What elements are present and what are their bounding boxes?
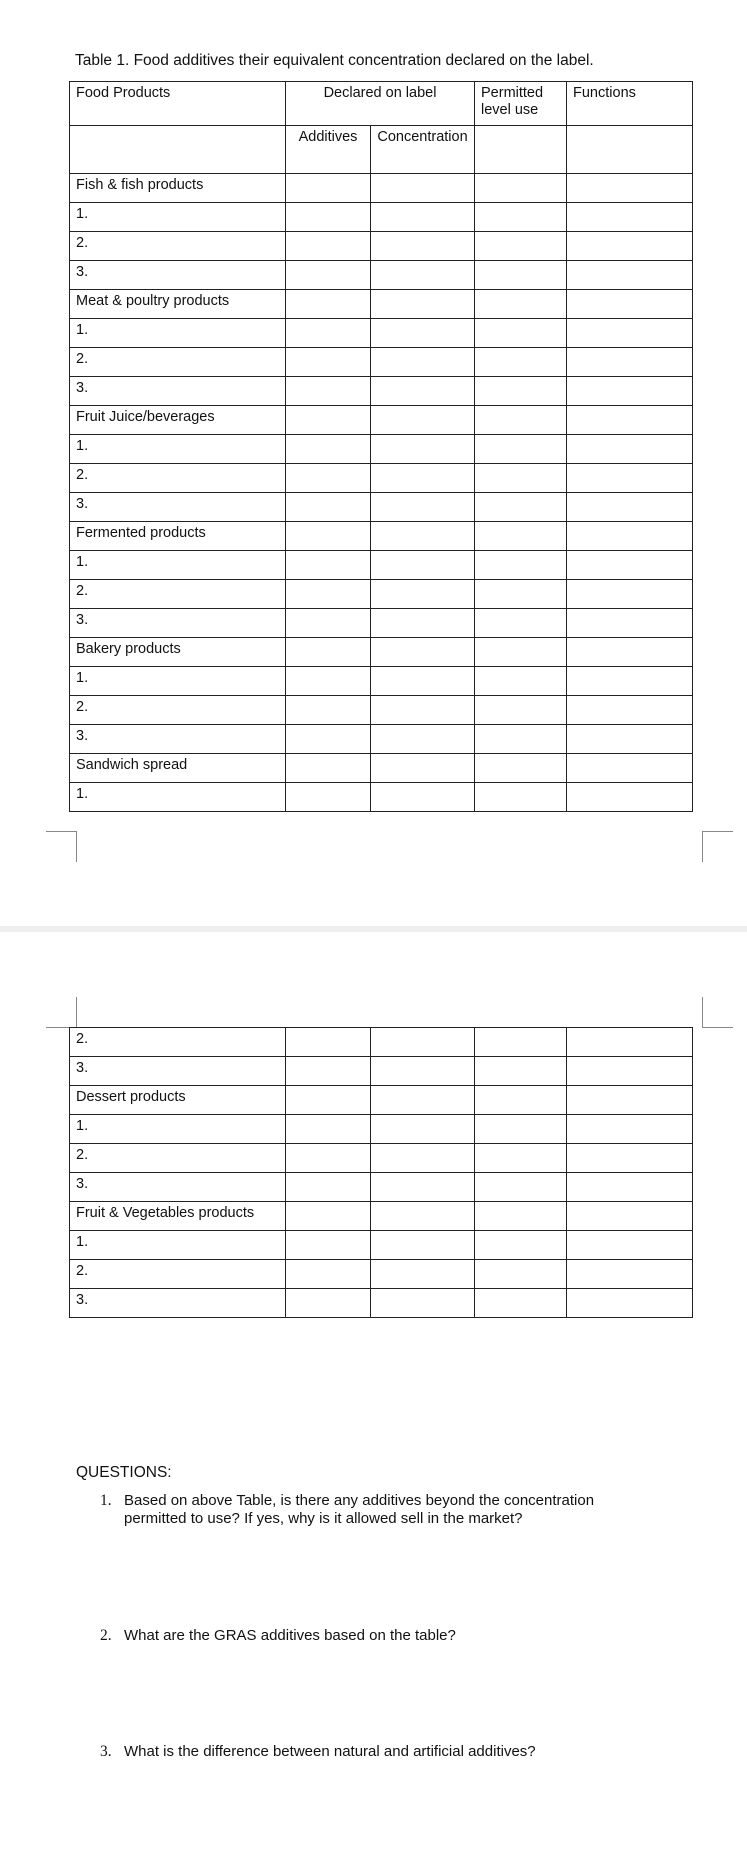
table-row [70, 522, 693, 551]
row-label-cell: 1. [70, 1231, 286, 1260]
row-label-cell: 1. [70, 319, 286, 348]
empty-cell [286, 406, 371, 435]
row-label-cell: 1. [70, 203, 286, 232]
empty-cell [371, 203, 475, 232]
table-row [70, 1202, 693, 1231]
table-row [70, 1289, 693, 1318]
empty-cell [475, 1057, 567, 1086]
empty-cell [475, 319, 567, 348]
empty-cell [286, 1173, 371, 1202]
table-row [70, 493, 693, 522]
row-label-cell: 1. [70, 667, 286, 696]
empty-cell [475, 1173, 567, 1202]
question-2 [100, 1627, 660, 1645]
empty-cell [371, 1173, 475, 1202]
empty-cell [567, 1289, 693, 1318]
table-row [70, 609, 693, 638]
empty-cell [371, 1057, 475, 1086]
empty-cell [567, 174, 693, 203]
empty-cell [371, 319, 475, 348]
empty-cell [286, 1231, 371, 1260]
empty-cell [567, 551, 693, 580]
table-row [70, 464, 693, 493]
empty-cell [475, 638, 567, 667]
empty-cell [567, 493, 693, 522]
empty-cell [371, 1289, 475, 1318]
table-row [70, 638, 693, 667]
table-row [70, 1086, 693, 1115]
header-declared-on-label: Declared on label [286, 82, 475, 126]
empty-cell [567, 319, 693, 348]
table-row [70, 377, 693, 406]
table-row [70, 1144, 693, 1173]
empty-cell [286, 638, 371, 667]
empty-cell [475, 290, 567, 319]
empty-cell [475, 493, 567, 522]
empty-cell [567, 1260, 693, 1289]
question-text: What is the difference between natural and artificial additives? [124, 1743, 536, 1760]
empty-cell [567, 1086, 693, 1115]
empty-cell [371, 1028, 475, 1057]
question-number: 1. [100, 1492, 112, 1509]
question-number: 3. [100, 1743, 112, 1760]
empty-cell [371, 522, 475, 551]
table-row [70, 580, 693, 609]
table-row [70, 232, 693, 261]
row-label-cell: 3. [70, 377, 286, 406]
empty-cell [567, 522, 693, 551]
row-label-cell: 1. [70, 1115, 286, 1144]
header-functions: Functions [567, 82, 693, 126]
empty-cell [475, 174, 567, 203]
empty-cell [286, 1115, 371, 1144]
empty-cell [567, 232, 693, 261]
empty-cell [475, 1144, 567, 1173]
empty-cell [475, 754, 567, 783]
empty-cell [475, 232, 567, 261]
empty-cell [475, 1260, 567, 1289]
empty-cell [286, 667, 371, 696]
empty-cell [567, 1057, 693, 1086]
empty-cell [567, 290, 693, 319]
empty-cell [567, 696, 693, 725]
empty-cell [286, 464, 371, 493]
empty-cell [567, 435, 693, 464]
empty-cell [371, 1202, 475, 1231]
row-label-cell: 1. [70, 783, 286, 812]
empty-cell [286, 522, 371, 551]
table-subheader-row [70, 126, 693, 174]
empty-cell [475, 1231, 567, 1260]
table-row [70, 667, 693, 696]
empty-cell [371, 290, 475, 319]
empty-cell [286, 1144, 371, 1173]
empty-cell [475, 696, 567, 725]
empty-cell [567, 1144, 693, 1173]
table-header-row [70, 82, 693, 126]
row-label-cell: Fruit & Vegetables products [70, 1202, 286, 1231]
question-text-line-2: permitted to use? If yes, why is it allowed sell in the market? [124, 1510, 523, 1527]
table-row [70, 696, 693, 725]
empty-cell [371, 232, 475, 261]
empty-cell [567, 609, 693, 638]
row-label-cell: 2. [70, 464, 286, 493]
empty-cell [475, 435, 567, 464]
empty-cell [567, 1028, 693, 1057]
empty-cell [567, 638, 693, 667]
empty-cell [286, 319, 371, 348]
table-row [70, 290, 693, 319]
table-row [70, 406, 693, 435]
empty-cell [475, 377, 567, 406]
empty-cell [286, 551, 371, 580]
table-row [70, 725, 693, 754]
header-additives: Additives [286, 126, 371, 174]
row-label-cell: Meat & poultry products [70, 290, 286, 319]
empty-cell [286, 1086, 371, 1115]
empty-cell [475, 1115, 567, 1144]
empty-cell [475, 580, 567, 609]
empty-cell [567, 406, 693, 435]
empty-cell [567, 1115, 693, 1144]
empty-cell [371, 377, 475, 406]
row-label-cell: 2. [70, 348, 286, 377]
table-row [70, 1028, 693, 1057]
crop-mark-top-right [702, 997, 733, 1028]
empty-cell [371, 1115, 475, 1144]
table-row [70, 261, 693, 290]
empty-cell [475, 522, 567, 551]
row-label-cell: 3. [70, 725, 286, 754]
subheader-empty-cell [567, 126, 693, 174]
empty-cell [475, 464, 567, 493]
row-label-cell: 3. [70, 1289, 286, 1318]
empty-cell [286, 1028, 371, 1057]
empty-cell [371, 1144, 475, 1173]
question-number: 2. [100, 1627, 112, 1644]
empty-cell [567, 1173, 693, 1202]
empty-cell [286, 580, 371, 609]
empty-cell [567, 667, 693, 696]
row-label-cell: 2. [70, 1144, 286, 1173]
row-label-cell: 3. [70, 1057, 286, 1086]
empty-cell [371, 1231, 475, 1260]
crop-mark-top-left [46, 997, 77, 1028]
empty-cell [286, 348, 371, 377]
empty-cell [286, 261, 371, 290]
food-additives-table [69, 81, 693, 812]
empty-cell [286, 174, 371, 203]
empty-cell [286, 696, 371, 725]
empty-cell [286, 609, 371, 638]
empty-cell [371, 435, 475, 464]
empty-cell [286, 377, 371, 406]
empty-cell [475, 667, 567, 696]
empty-cell [475, 1202, 567, 1231]
empty-cell [286, 232, 371, 261]
table-row [70, 1231, 693, 1260]
empty-cell [371, 464, 475, 493]
empty-cell [475, 551, 567, 580]
subheader-empty-cell [70, 126, 286, 174]
row-label-cell: 3. [70, 1173, 286, 1202]
table-row [70, 783, 693, 812]
table-row [70, 551, 693, 580]
empty-cell [286, 754, 371, 783]
empty-cell [371, 667, 475, 696]
document-page-1 [0, 0, 747, 926]
empty-cell [286, 1289, 371, 1318]
table-row [70, 1173, 693, 1202]
empty-cell [371, 1086, 475, 1115]
question-3 [100, 1743, 660, 1761]
question-text: What are the GRAS additives based on the table? [124, 1627, 456, 1644]
empty-cell [371, 609, 475, 638]
empty-cell [567, 348, 693, 377]
question-1 [100, 1492, 660, 1528]
crop-mark-bottom-left [46, 831, 77, 862]
table-row [70, 348, 693, 377]
subheader-empty-cell [475, 126, 567, 174]
empty-cell [371, 348, 475, 377]
table-row [70, 435, 693, 464]
empty-cell [475, 348, 567, 377]
empty-cell [475, 261, 567, 290]
empty-cell [567, 464, 693, 493]
empty-cell [475, 203, 567, 232]
row-label-cell: 3. [70, 261, 286, 290]
table-row [70, 174, 693, 203]
row-label-cell: 2. [70, 580, 286, 609]
row-label-cell: 2. [70, 1260, 286, 1289]
empty-cell [475, 609, 567, 638]
empty-cell [286, 290, 371, 319]
table-caption: Table 1. Food additives their equivalent concentration declared on the label. [75, 52, 594, 69]
empty-cell [286, 493, 371, 522]
empty-cell [371, 638, 475, 667]
table-row [70, 1057, 693, 1086]
row-label-cell: 1. [70, 551, 286, 580]
empty-cell [567, 1231, 693, 1260]
row-label-cell: 3. [70, 493, 286, 522]
questions-heading: QUESTIONS: [76, 1464, 172, 1481]
empty-cell [475, 1028, 567, 1057]
header-concentration: Concentration [371, 126, 475, 174]
empty-cell [371, 696, 475, 725]
table-row [70, 1115, 693, 1144]
row-label-cell: 3. [70, 609, 286, 638]
empty-cell [567, 377, 693, 406]
empty-cell [286, 435, 371, 464]
food-additives-table-continued [69, 1027, 693, 1318]
empty-cell [286, 1057, 371, 1086]
crop-mark-bottom-right [702, 831, 733, 862]
empty-cell [371, 406, 475, 435]
row-label-cell: Fish & fish products [70, 174, 286, 203]
empty-cell [567, 261, 693, 290]
table-row [70, 203, 693, 232]
row-label-cell: 2. [70, 696, 286, 725]
empty-cell [567, 1202, 693, 1231]
empty-cell [371, 551, 475, 580]
empty-cell [567, 203, 693, 232]
empty-cell [475, 406, 567, 435]
empty-cell [475, 1086, 567, 1115]
row-label-cell: 2. [70, 232, 286, 261]
row-label-cell: Fruit Juice/beverages [70, 406, 286, 435]
table-row [70, 319, 693, 348]
empty-cell [286, 725, 371, 754]
row-label-cell: 1. [70, 435, 286, 464]
row-label-cell: 2. [70, 1028, 286, 1057]
table-row [70, 754, 693, 783]
empty-cell [371, 493, 475, 522]
row-label-cell: Dessert products [70, 1086, 286, 1115]
empty-cell [567, 580, 693, 609]
row-label-cell: Sandwich spread [70, 754, 286, 783]
row-label-cell: Bakery products [70, 638, 286, 667]
empty-cell [286, 1202, 371, 1231]
empty-cell [371, 580, 475, 609]
empty-cell [567, 725, 693, 754]
empty-cell [371, 261, 475, 290]
empty-cell [567, 754, 693, 783]
empty-cell [286, 783, 371, 812]
empty-cell [371, 725, 475, 754]
header-food-products: Food Products [70, 82, 286, 126]
empty-cell [371, 783, 475, 812]
header-permitted-level-use: Permitted level use [475, 82, 567, 126]
empty-cell [286, 203, 371, 232]
empty-cell [475, 725, 567, 754]
empty-cell [567, 783, 693, 812]
table-row [70, 1260, 693, 1289]
empty-cell [475, 1289, 567, 1318]
row-label-cell: Fermented products [70, 522, 286, 551]
empty-cell [371, 754, 475, 783]
question-text-line-1: Based on above Table, is there any additives beyond the concentration [124, 1492, 595, 1509]
empty-cell [475, 783, 567, 812]
empty-cell [371, 1260, 475, 1289]
empty-cell [286, 1260, 371, 1289]
empty-cell [371, 174, 475, 203]
